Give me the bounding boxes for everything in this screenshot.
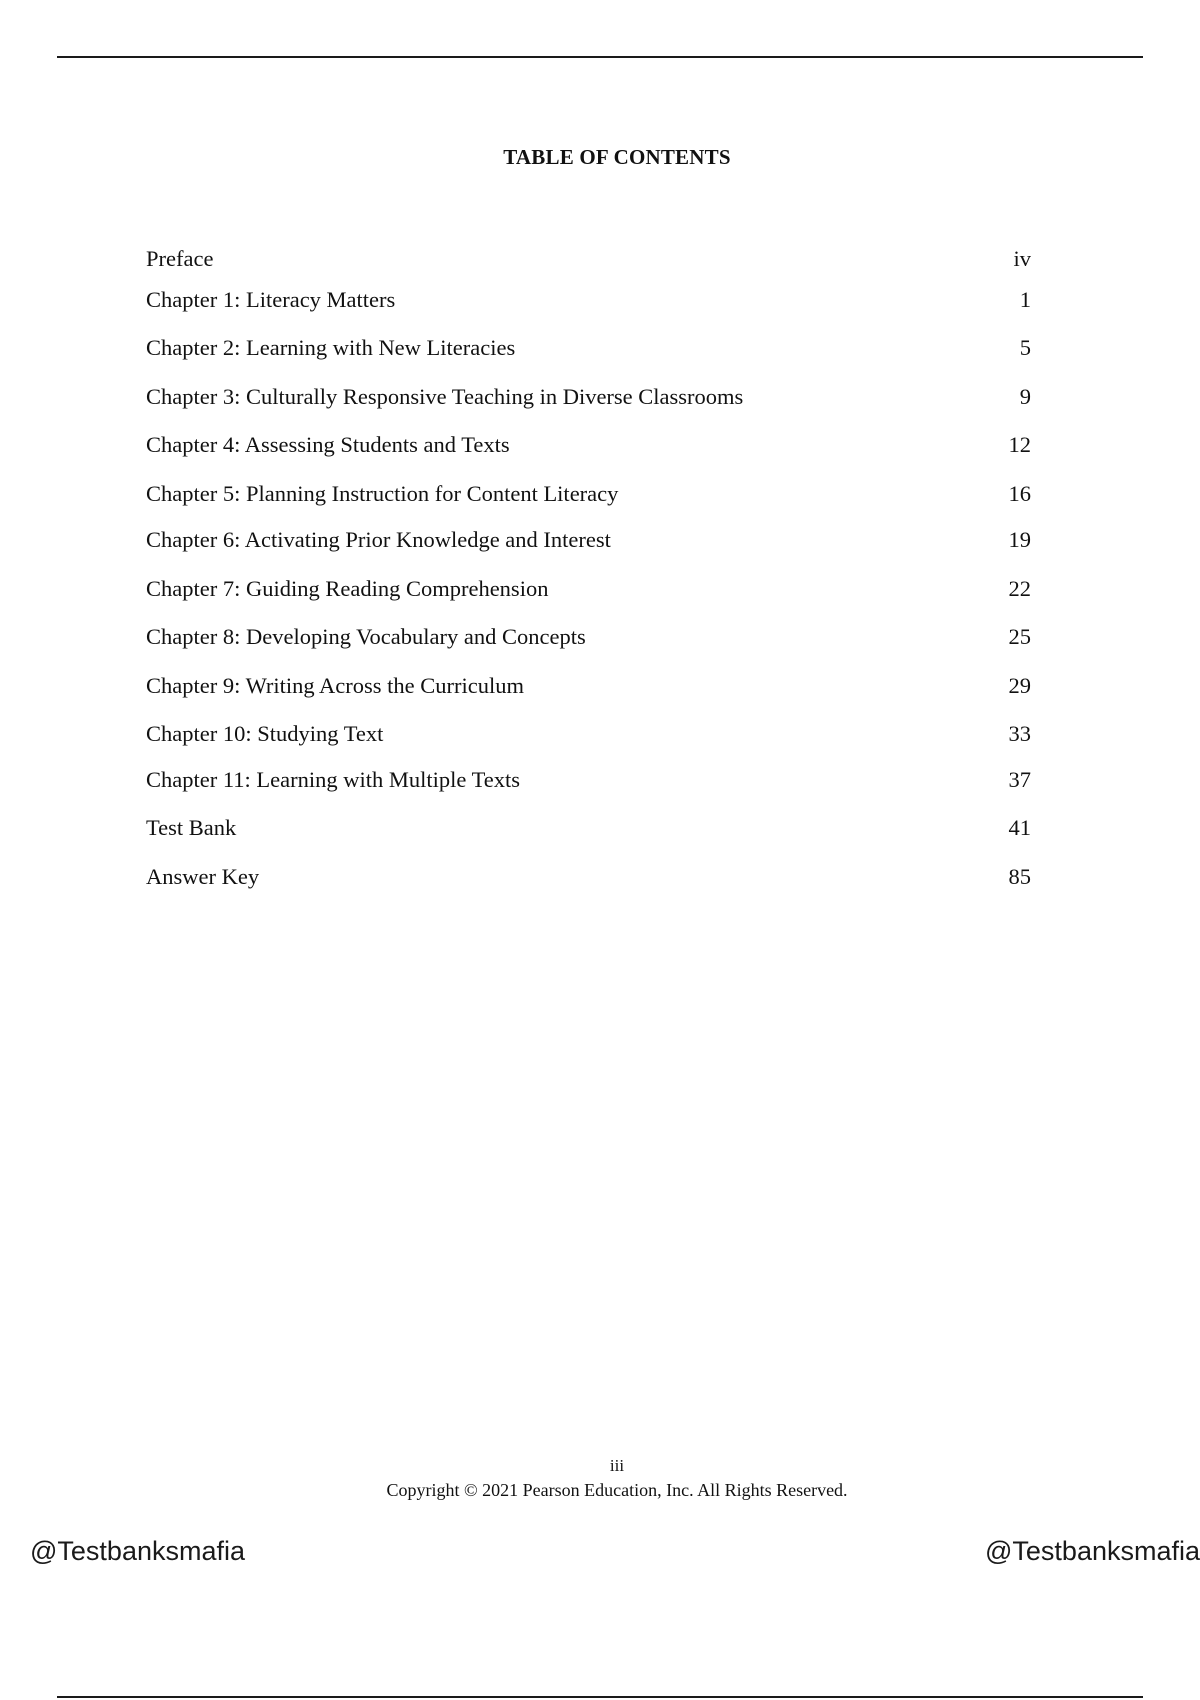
toc-entry-label: Chapter 1: Literacy Matters [146, 287, 396, 312]
toc-entry-page: 22 [1008, 576, 1031, 601]
toc-entry-label: Chapter 5: Planning Instruction for Content Literacy [146, 481, 619, 506]
page-title: TABLE OF CONTENTS [503, 145, 731, 169]
toc-entry-answer-key [146, 862, 1031, 892]
toc-entry-page: 25 [1008, 624, 1031, 649]
toc-entry-page: 33 [1008, 721, 1031, 746]
toc-entry-page: 1 [1019, 287, 1031, 312]
toc-entry-page: 19 [1008, 527, 1031, 552]
toc-entry-page: 16 [1008, 481, 1031, 506]
toc-entry-label: Answer Key [146, 864, 260, 889]
copyright-notice: Copyright © 2021 Pearson Education, Inc. All Rights Reserved. [386, 1480, 848, 1500]
toc-entry-page: 29 [1008, 673, 1031, 698]
toc-entry-page: 37 [1008, 767, 1031, 792]
toc-entry-label: Chapter 10: Studying Text [146, 721, 384, 746]
toc-entry-chapter-9 [146, 671, 1031, 701]
top-rule [57, 56, 1143, 58]
toc-entry-label: Chapter 4: Assessing Students and Texts [146, 432, 510, 457]
bottom-rule [57, 1696, 1143, 1698]
toc-entry-chapter-10 [146, 719, 1031, 749]
toc-entry-test-bank [146, 813, 1031, 843]
toc-entry-label: Preface [146, 246, 214, 271]
toc-entry-page: iv [1013, 246, 1031, 271]
toc-entry-chapter-6 [146, 525, 1031, 555]
toc-entry-page: 5 [1019, 335, 1031, 360]
toc-entry-label: Chapter 6: Activating Prior Knowledge and Interest [146, 527, 611, 552]
toc-entry-chapter-3 [146, 382, 1031, 412]
toc-entry-chapter-4 [146, 430, 1031, 460]
toc-entry-label: Chapter 2: Learning with New Literacies [146, 335, 516, 360]
watermark-left: @Testbanksmafia [30, 1536, 245, 1566]
toc-entry-label: Test Bank [146, 815, 237, 840]
toc-entry-page: 9 [1019, 384, 1031, 409]
toc-entry-label: Chapter 7: Guiding Reading Comprehension [146, 576, 549, 601]
toc-entry-chapter-11 [146, 765, 1031, 795]
toc-entry-chapter-5 [146, 479, 1031, 509]
toc-entry-chapter-1 [146, 285, 1031, 315]
toc-entry-page: 41 [1008, 815, 1031, 840]
watermark-right: @Testbanksmafia [985, 1536, 1200, 1566]
toc-entry-chapter-8 [146, 622, 1031, 652]
toc-entry-label: Chapter 3: Culturally Responsive Teaching in Diverse Classrooms [146, 384, 744, 409]
toc-entry-label: Chapter 8: Developing Vocabulary and Concepts [146, 624, 586, 649]
toc-entry-label: Chapter 9: Writing Across the Curriculum [146, 673, 524, 698]
page-number: iii [609, 1456, 625, 1475]
toc-entry-preface [146, 244, 1031, 274]
toc-entry-label: Chapter 11: Learning with Multiple Texts [146, 767, 520, 792]
toc-entry-page: 12 [1008, 432, 1031, 457]
toc-entry-page: 85 [1008, 864, 1031, 889]
toc-entry-chapter-7 [146, 574, 1031, 604]
toc-entry-chapter-2 [146, 333, 1031, 363]
